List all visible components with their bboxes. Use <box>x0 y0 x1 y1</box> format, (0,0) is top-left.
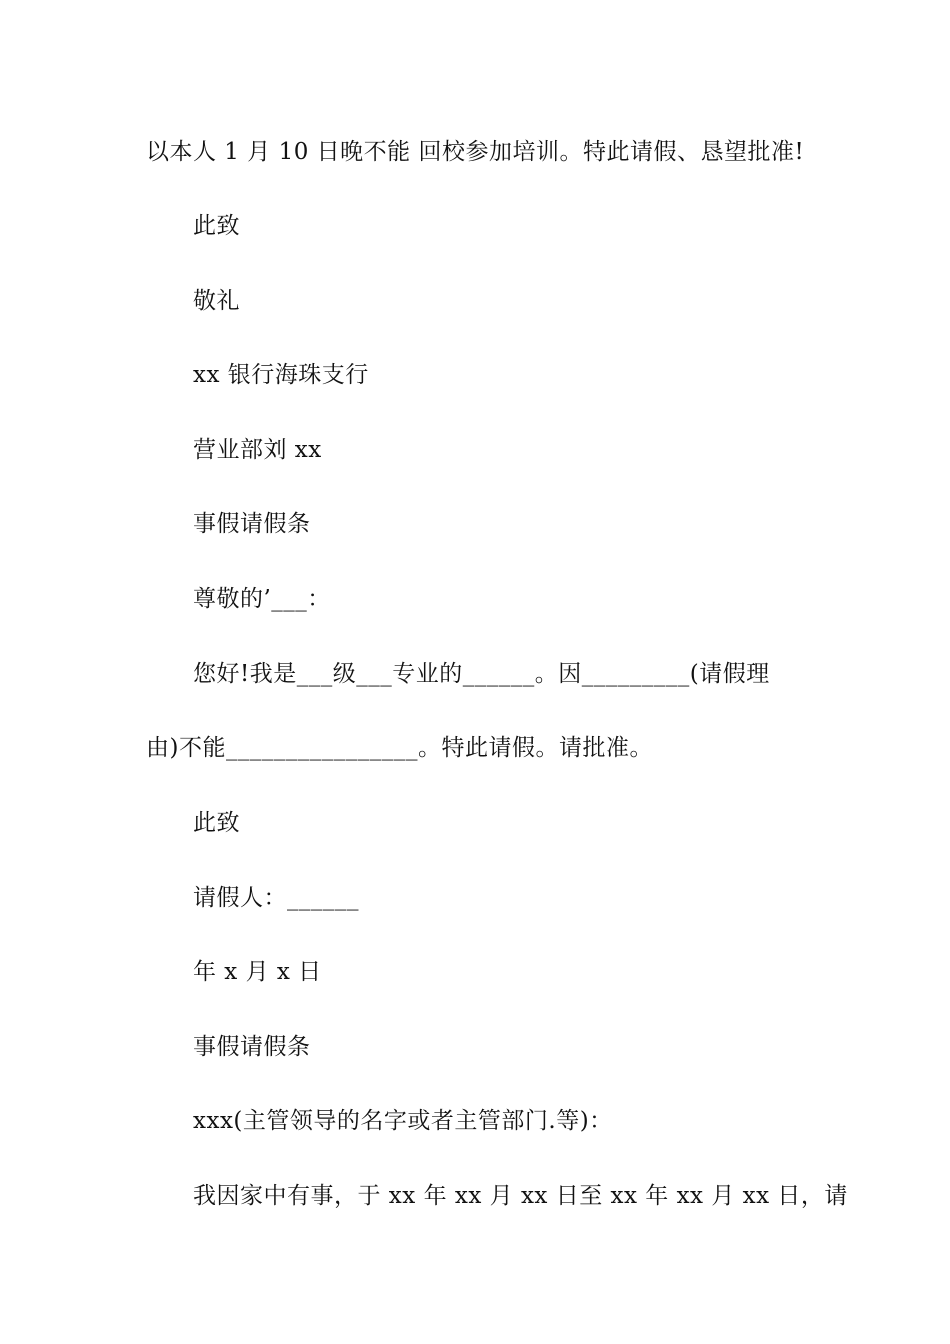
body-paragraph-greeting: 您好!我是___级___专业的______。因_________(请假理 <box>193 661 770 687</box>
signature-applicant: 请假人：______ <box>193 885 359 911</box>
paragraph-continuation-leave-request: 以本人 1 月 10 日晚不能 回校参加培训。特此请假、恳望批准! <box>146 139 805 165</box>
salutation-supervisor: xxx(主管领导的名字或者主管部门.等)： <box>193 1108 613 1134</box>
section-title-personal-leave-2: 事假请假条 <box>193 1034 311 1060</box>
signature-date: 年 x 月 x 日 <box>193 959 322 985</box>
body-paragraph-continuation: 由)不能________________。特此请假。请批准。 <box>146 735 653 761</box>
signature-department-name: 营业部刘 xx <box>193 437 322 463</box>
closing-cizhi-2: 此致 <box>193 810 240 836</box>
section-title-personal-leave-1: 事假请假条 <box>193 511 311 537</box>
signature-bank-branch: xx 银行海珠支行 <box>193 362 369 388</box>
closing-cizhi-1: 此致 <box>193 213 240 239</box>
body-paragraph-family-matter: 我因家中有事，于 xx 年 xx 月 xx 日至 xx 年 xx 月 xx 日，请 <box>193 1183 848 1209</box>
closing-jingli: 敬礼 <box>193 288 240 314</box>
salutation-respected: 尊敬的’___： <box>193 586 331 612</box>
